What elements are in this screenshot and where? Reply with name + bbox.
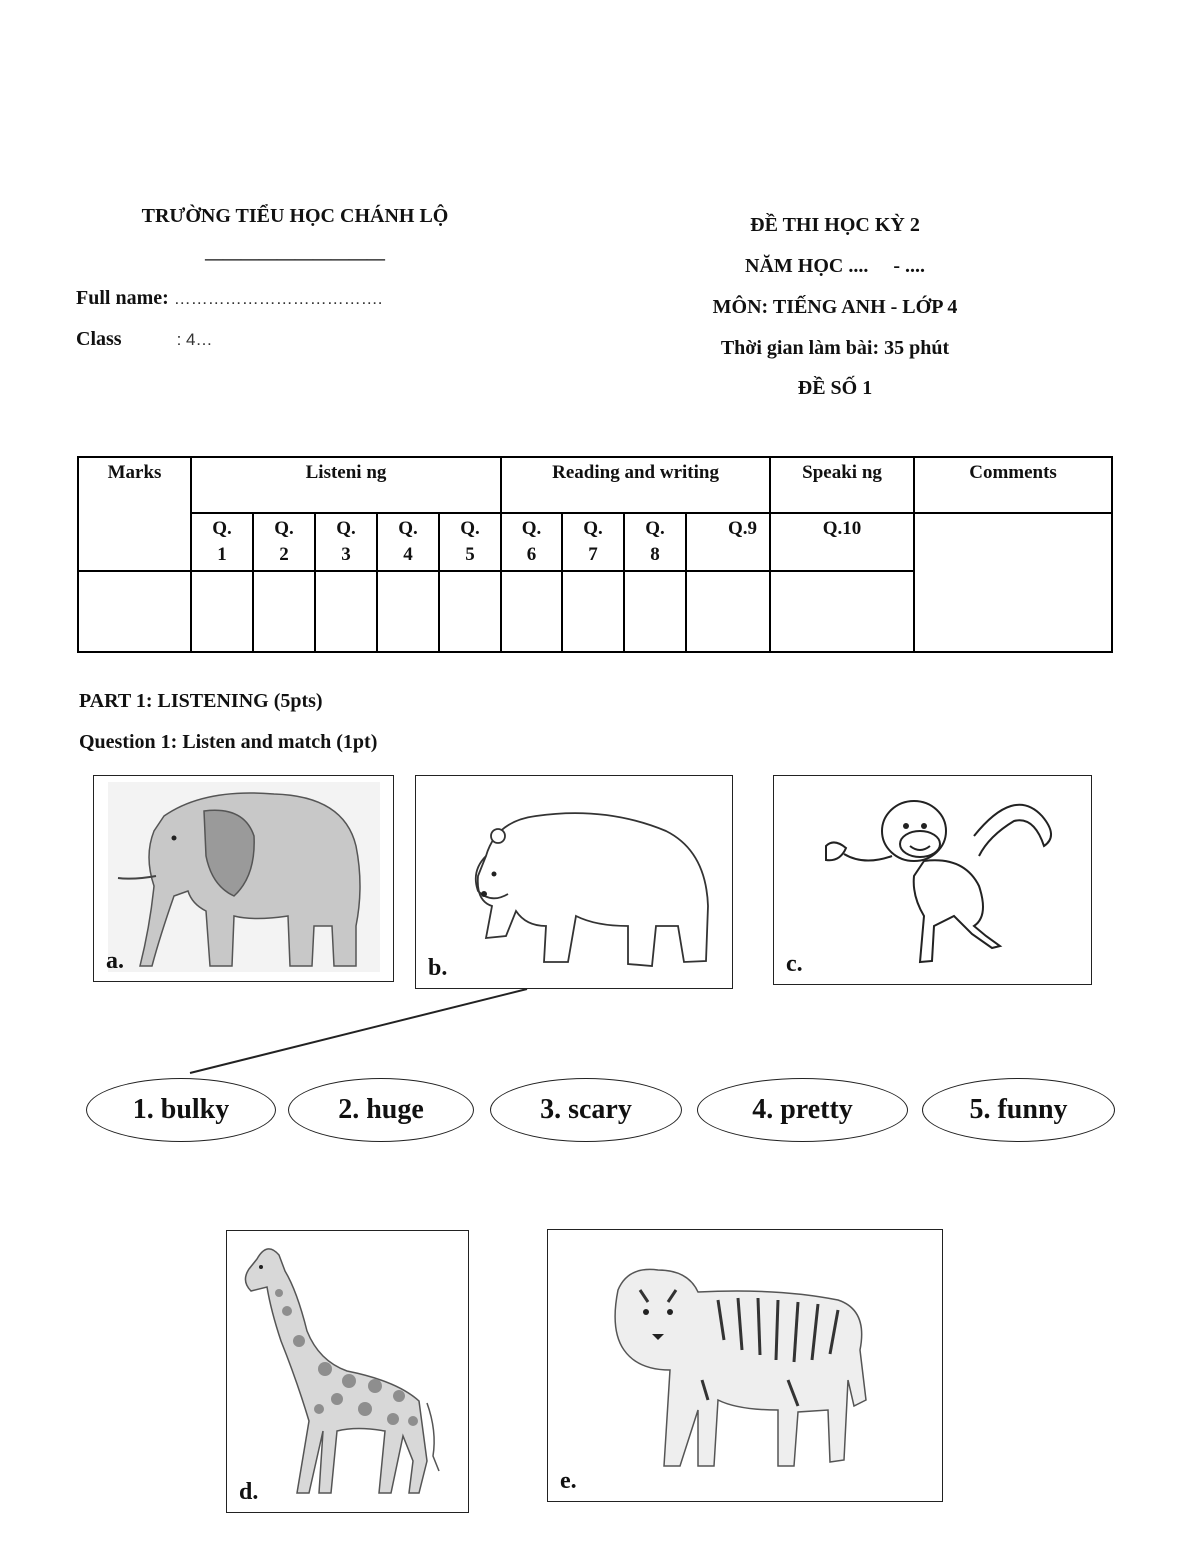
q8-header: Q. 8	[624, 513, 686, 571]
word-funny: 5. funny	[969, 1094, 1068, 1125]
class-field	[76, 328, 212, 351]
listening-header: Listeni ng	[191, 457, 501, 513]
q5-header: Q. 5	[439, 513, 501, 571]
school-year: NĂM HỌC .... - ....	[745, 255, 925, 277]
header-divider: ——————————	[205, 248, 385, 268]
picture-b	[415, 775, 733, 989]
reading-writing-header: Reading and writing	[501, 457, 770, 513]
picture-e	[547, 1229, 943, 1502]
q4-header: Q. 4	[377, 513, 439, 571]
score-cell-q7[interactable]	[562, 571, 624, 652]
comments-header: Comments	[914, 457, 1112, 513]
score-cell-q8[interactable]	[624, 571, 686, 652]
picture-b-letter: b.	[428, 955, 448, 981]
exam-title: ĐỀ THI HỌC KỲ 2	[750, 214, 920, 236]
speaking-header: Speaki ng	[770, 457, 914, 513]
subject: MÔN: TIẾNG ANH - LỚP 4	[712, 296, 958, 318]
picture-c	[773, 775, 1092, 985]
elephant-icon	[94, 776, 392, 980]
duration: Thời gian làm bài: 35 phút	[720, 337, 950, 359]
picture-e-letter: e.	[560, 1468, 577, 1494]
exam-number: ĐỀ SỐ 1	[797, 377, 873, 399]
picture-d	[226, 1230, 469, 1513]
class-label: Class	[76, 328, 122, 350]
word-oval-huge[interactable]	[288, 1078, 474, 1142]
score-cell-q3[interactable]	[315, 571, 377, 652]
monkey-icon	[774, 776, 1090, 983]
full-name-dots: ……………………………….	[173, 289, 383, 308]
bear-icon	[416, 776, 731, 987]
comments-cell[interactable]	[914, 513, 1112, 652]
q6-header: Q. 6	[501, 513, 562, 571]
score-cell-q1[interactable]	[191, 571, 253, 652]
q10-header: Q.10	[770, 513, 914, 571]
marks-cell[interactable]	[78, 571, 191, 652]
word-oval-bulky[interactable]	[86, 1078, 276, 1142]
full-name-label: Full name:	[76, 287, 169, 309]
marks-header: Marks	[78, 457, 191, 571]
question1-title: Question 1: Listen and match (1pt)	[79, 731, 378, 753]
full-name-field	[76, 287, 383, 310]
tiger-icon	[548, 1230, 941, 1500]
picture-a	[93, 775, 394, 982]
score-cell-q6[interactable]	[501, 571, 562, 652]
word-oval-pretty[interactable]	[697, 1078, 908, 1142]
picture-d-letter: d.	[239, 1479, 259, 1505]
word-scary: 3. scary	[540, 1094, 632, 1125]
marks-table	[77, 456, 1113, 653]
score-cell-q2[interactable]	[253, 571, 315, 652]
q7-header: Q. 7	[562, 513, 624, 571]
q9-header: Q.9	[686, 513, 770, 571]
picture-c-letter: c.	[786, 951, 803, 977]
school-name: TRƯỜNG TIỂU HỌC CHÁNH LỘ	[141, 205, 449, 227]
q3-header: Q. 3	[315, 513, 377, 571]
class-value: : 4…	[176, 330, 213, 349]
score-cell-q10[interactable]	[770, 571, 914, 652]
word-pretty: 4. pretty	[752, 1094, 853, 1125]
score-cell-q4[interactable]	[377, 571, 439, 652]
word-huge: 2. huge	[338, 1094, 424, 1125]
q2-header: Q. 2	[253, 513, 315, 571]
part1-title: PART 1: LISTENING (5pts)	[79, 690, 323, 712]
word-oval-funny[interactable]	[922, 1078, 1115, 1142]
score-cell-q9[interactable]	[686, 571, 770, 652]
score-cell-q5[interactable]	[439, 571, 501, 652]
giraffe-icon	[227, 1231, 467, 1511]
word-oval-scary[interactable]	[490, 1078, 682, 1142]
word-bulky: 1. bulky	[132, 1094, 230, 1125]
q1-header: Q. 1	[191, 513, 253, 571]
picture-a-letter: a.	[106, 948, 124, 974]
